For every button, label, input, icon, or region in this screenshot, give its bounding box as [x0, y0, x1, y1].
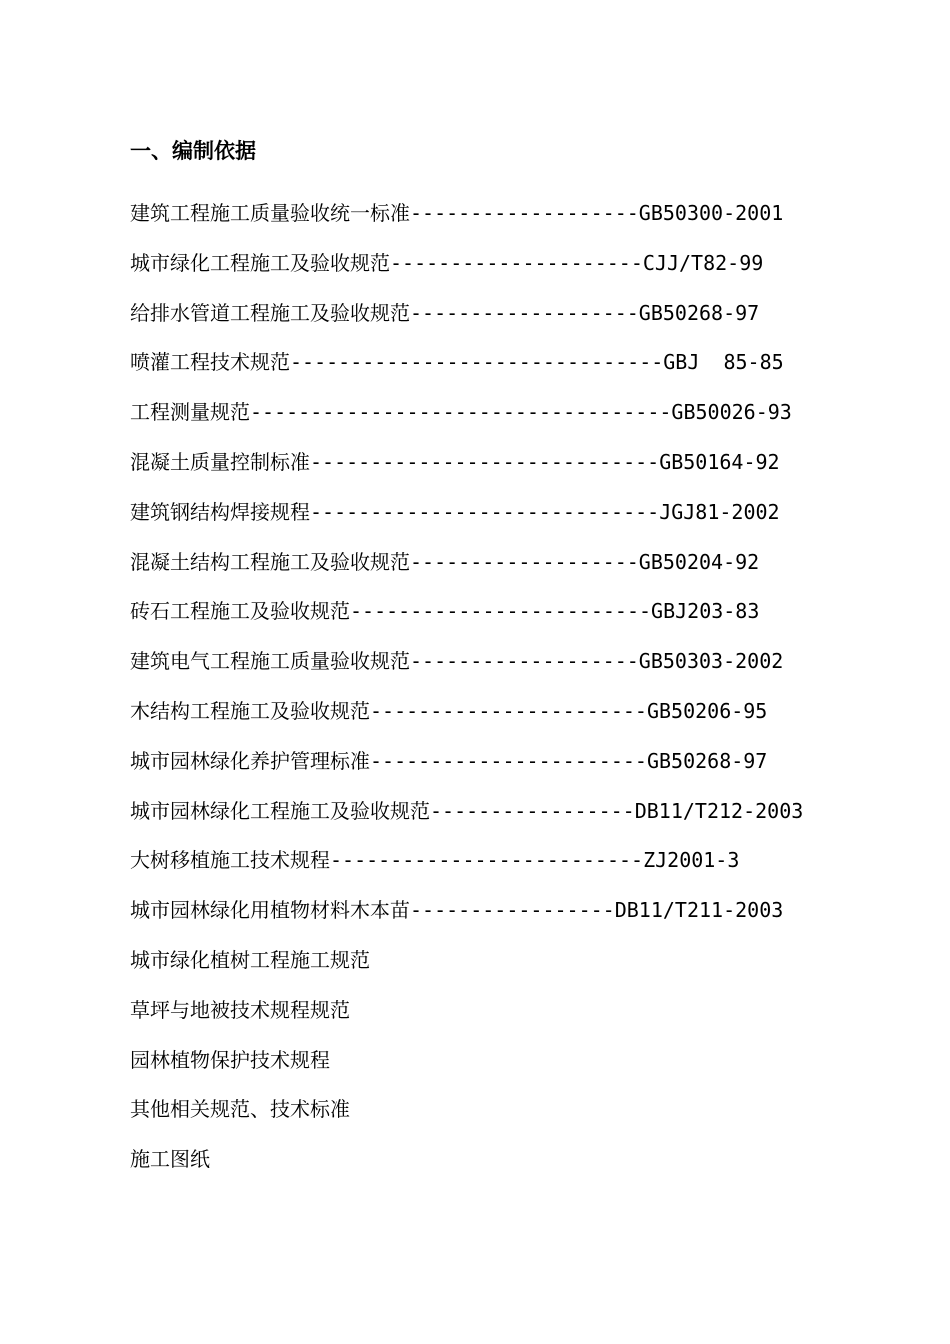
basis-line: 城市园林绿化用植物材料木本苗-----------------DB11/T211-2003 — [130, 898, 784, 923]
section-heading: 一、编制依据 — [130, 139, 256, 163]
basis-line: 砖石工程施工及验收规范-------------------------GBJ203-83 — [130, 599, 760, 624]
basis-line: 喷灌工程技术规范-------------------------------GBJ 85-85 — [130, 350, 784, 375]
basis-line: 混凝土质量控制标准-----------------------------GB50164-92 — [130, 449, 780, 474]
basis-line: 建筑电气工程施工质量验收规范-------------------GB50303-2002 — [130, 649, 784, 674]
basis-line: 施工图纸 — [130, 1147, 210, 1172]
basis-line: 建筑工程施工质量验收统一标准-------------------GB50300-2001 — [130, 201, 784, 225]
basis-line: 草坪与地被技术规程规范 — [130, 997, 350, 1022]
basis-line: 城市园林绿化养护管理标准-----------------------GB50268-97 — [130, 748, 768, 773]
basis-line: 园林植物保护技术规程 — [130, 1047, 330, 1072]
basis-line: 城市绿化植树工程施工规范 — [130, 947, 370, 972]
basis-line: 大树移植施工技术规程--------------------------ZJ2001-3 — [130, 848, 740, 873]
basis-line: 城市绿化工程施工及验收规范---------------------CJJ/T82-99 — [130, 250, 764, 275]
basis-line: 其他相关规范、技术标准 — [130, 1097, 350, 1122]
basis-line: 给排水管道工程施工及验收规范-------------------GB50268-97 — [130, 300, 760, 325]
basis-line: 建筑钢结构焊接规程-----------------------------JGJ81-2002 — [130, 499, 780, 524]
basis-line: 木结构工程施工及验收规范-----------------------GB50206-95 — [130, 698, 768, 723]
basis-line: 混凝土结构工程施工及验收规范-------------------GB50204-92 — [130, 549, 760, 574]
basis-list — [130, 199, 803, 1195]
basis-line: 城市园林绿化工程施工及验收规范-----------------DB11/T212-2003 — [130, 798, 804, 823]
basis-line: 工程测量规范-----------------------------------GB50026-93 — [130, 400, 792, 425]
